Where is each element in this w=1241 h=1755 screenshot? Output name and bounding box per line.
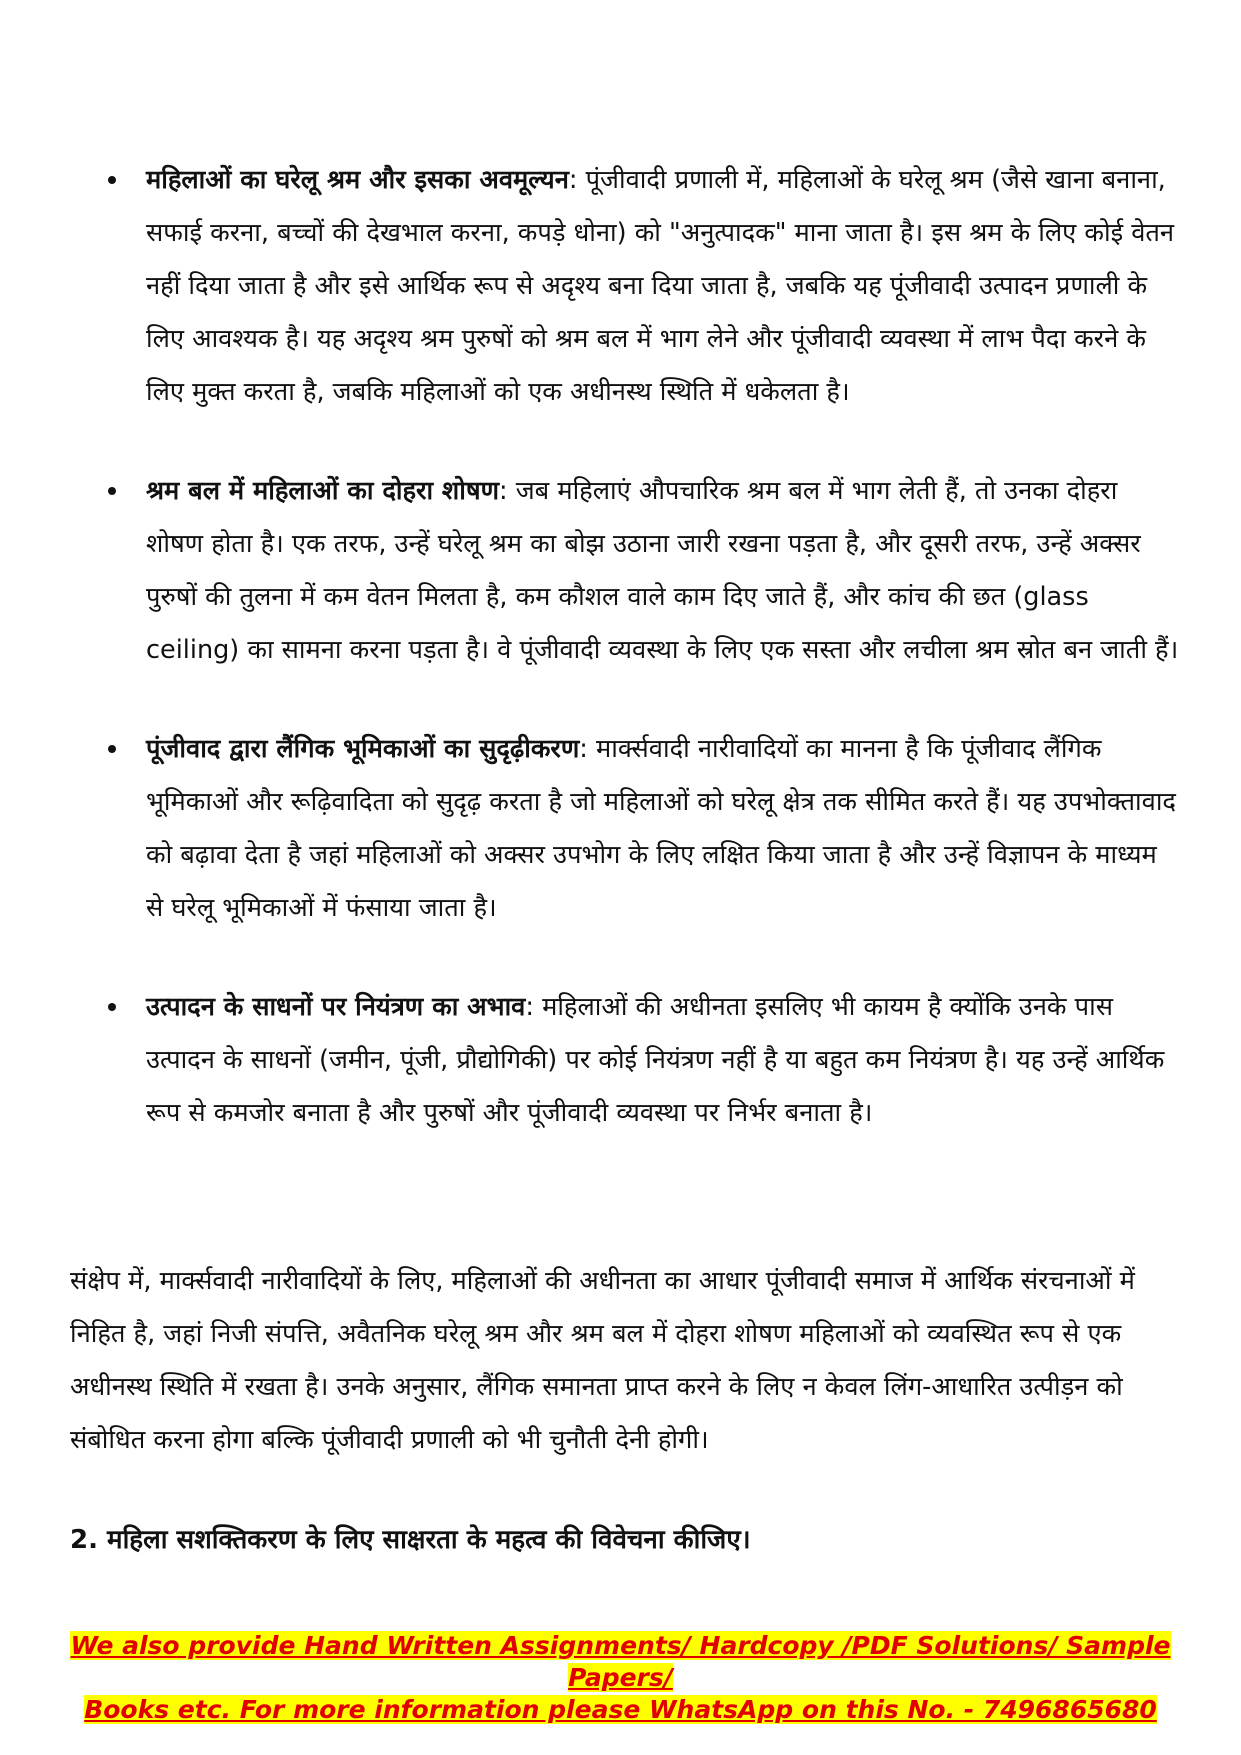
footer-notice xyxy=(70,1630,1171,1726)
list-item xyxy=(146,723,1181,935)
bullet-term: उत्पादन के साधनों पर नियंत्रण का अभाव xyxy=(146,992,526,1022)
summary-paragraph: संक्षेप में, मार्क्सवादी नारीवादियों के लिए, महिलाओं की अधीनता का आधार पूंजीवादी समाज में आर्थिक संरचनाओं में निहित है, जहां निजी संपत्ति, अवैतनिक घरेलू श्रम और श्रम बल में दोहरा शोषण महिलाओं को व्यवस्थित रूप से एक अधीनस्थ स्थिति में रखता है। उनके अनुसार, लैंगिक समानता प्राप्त करने के लिए न केवल लिंग-आधारित उत्पीड़न को संबोधित करना होगा बल्कि पूंजीवादी प्रणाली को भी चुनौती देनी होगी। xyxy=(70,1266,1135,1455)
question-heading: 2. महिला सशक्तिकरण के लिए साक्षरता के महत्व की विवेचना कीजिए। xyxy=(70,1525,751,1555)
footer-line-1: We also provide Hand Written Assignments/ Hardcopy /PDF Solutions/ Sample Papers/ xyxy=(70,1631,1171,1692)
list-item xyxy=(146,154,1181,419)
bullet-text: : पूंजीवादी प्रणाली में, महिलाओं के घरेलू श्रम (जैसे खाना बनाना, सफाई करना, बच्चों की देखभाल करना, कपड़े धोना) को "अनुत्पादक" माना जाता है। इस श्रम के लिए कोई वेतन नहीं दिया जाता है और इसे आर्थिक रूप से अदृश्य बना दिया जाता है, जबकि यह पूंजीवादी उत्पादन प्रणाली के लिए आवश्यक है। यह अदृश्य श्रम पुरुषों को श्रम बल में भाग लेने और पूंजीवादी व्यवस्था में लाभ पैदा करने के लिए मुक्त करता है, जबकि महिलाओं को एक अधीनस्थ स्थिति में धकेलता है। xyxy=(146,165,1175,407)
bullet-term: महिलाओं का घरेलू श्रम और इसका अवमूल्यन xyxy=(146,165,569,195)
bullet-icon xyxy=(108,487,116,495)
bullet-text: : मार्क्सवादी नारीवादियों का मानना है कि पूंजीवाद लैंगिक भूमिकाओं और रूढ़िवादिता को सुदृढ़ करता है जो महिलाओं को घरेलू क्षेत्र तक सीमित करते हैं। यह उपभोक्तावाद को बढ़ावा देता है जहां महिलाओं को अक्सर उपभोग के लिए लक्षित किया जाता है और उन्हें विज्ञापन के माध्यम से घरेलू भूमिकाओं में फंसाया जाता है। xyxy=(146,734,1176,923)
bullet-icon xyxy=(108,176,116,184)
bullet-icon xyxy=(108,745,116,753)
footer-line-2: Books etc. For more information please WhatsApp on this No. - 7496865680 xyxy=(84,1695,1157,1724)
list-item xyxy=(146,465,1181,677)
bullet-icon xyxy=(108,1003,116,1011)
bullet-text: : महिलाओं की अधीनता इसलिए भी कायम है क्योंकि उनके पास उत्पादन के साधनों (जमीन, पूंजी, प्रौद्योगिकी) पर कोई नियंत्रण नहीं है या बहुत कम नियंत्रण है। यह उन्हें आर्थिक रूप से कमजोर बनाता है और पुरुषों और पूंजीवादी व्यवस्था पर निर्भर बनाता है। xyxy=(146,992,1165,1128)
bullet-term: पूंजीवाद द्वारा लैंगिक भूमिकाओं का सुदृढ़ीकरण xyxy=(146,734,580,764)
bullet-term: श्रम बल में महिलाओं का दोहरा शोषण xyxy=(146,476,500,506)
list-item xyxy=(146,981,1181,1140)
bullet-text: : जब महिलाएं औपचारिक श्रम बल में भाग लेती हैं, तो उनका दोहरा शोषण होता है। एक तरफ, उन्हें घरेलू श्रम का बोझ उठाना जारी रखना पड़ता है, और दूसरी तरफ, उन्हें अक्सर पुरुषों की तुलना में कम वेतन मिलता है, कम कौशल वाले काम दिए जाते हैं, और कांच की छत (glass ceiling) का सामना करना पड़ता है। वे पूंजीवादी व्यवस्था के लिए एक सस्ता और लचीला श्रम स्रोत बन जाती हैं। xyxy=(146,476,1179,665)
bullet-list xyxy=(146,154,1181,1186)
